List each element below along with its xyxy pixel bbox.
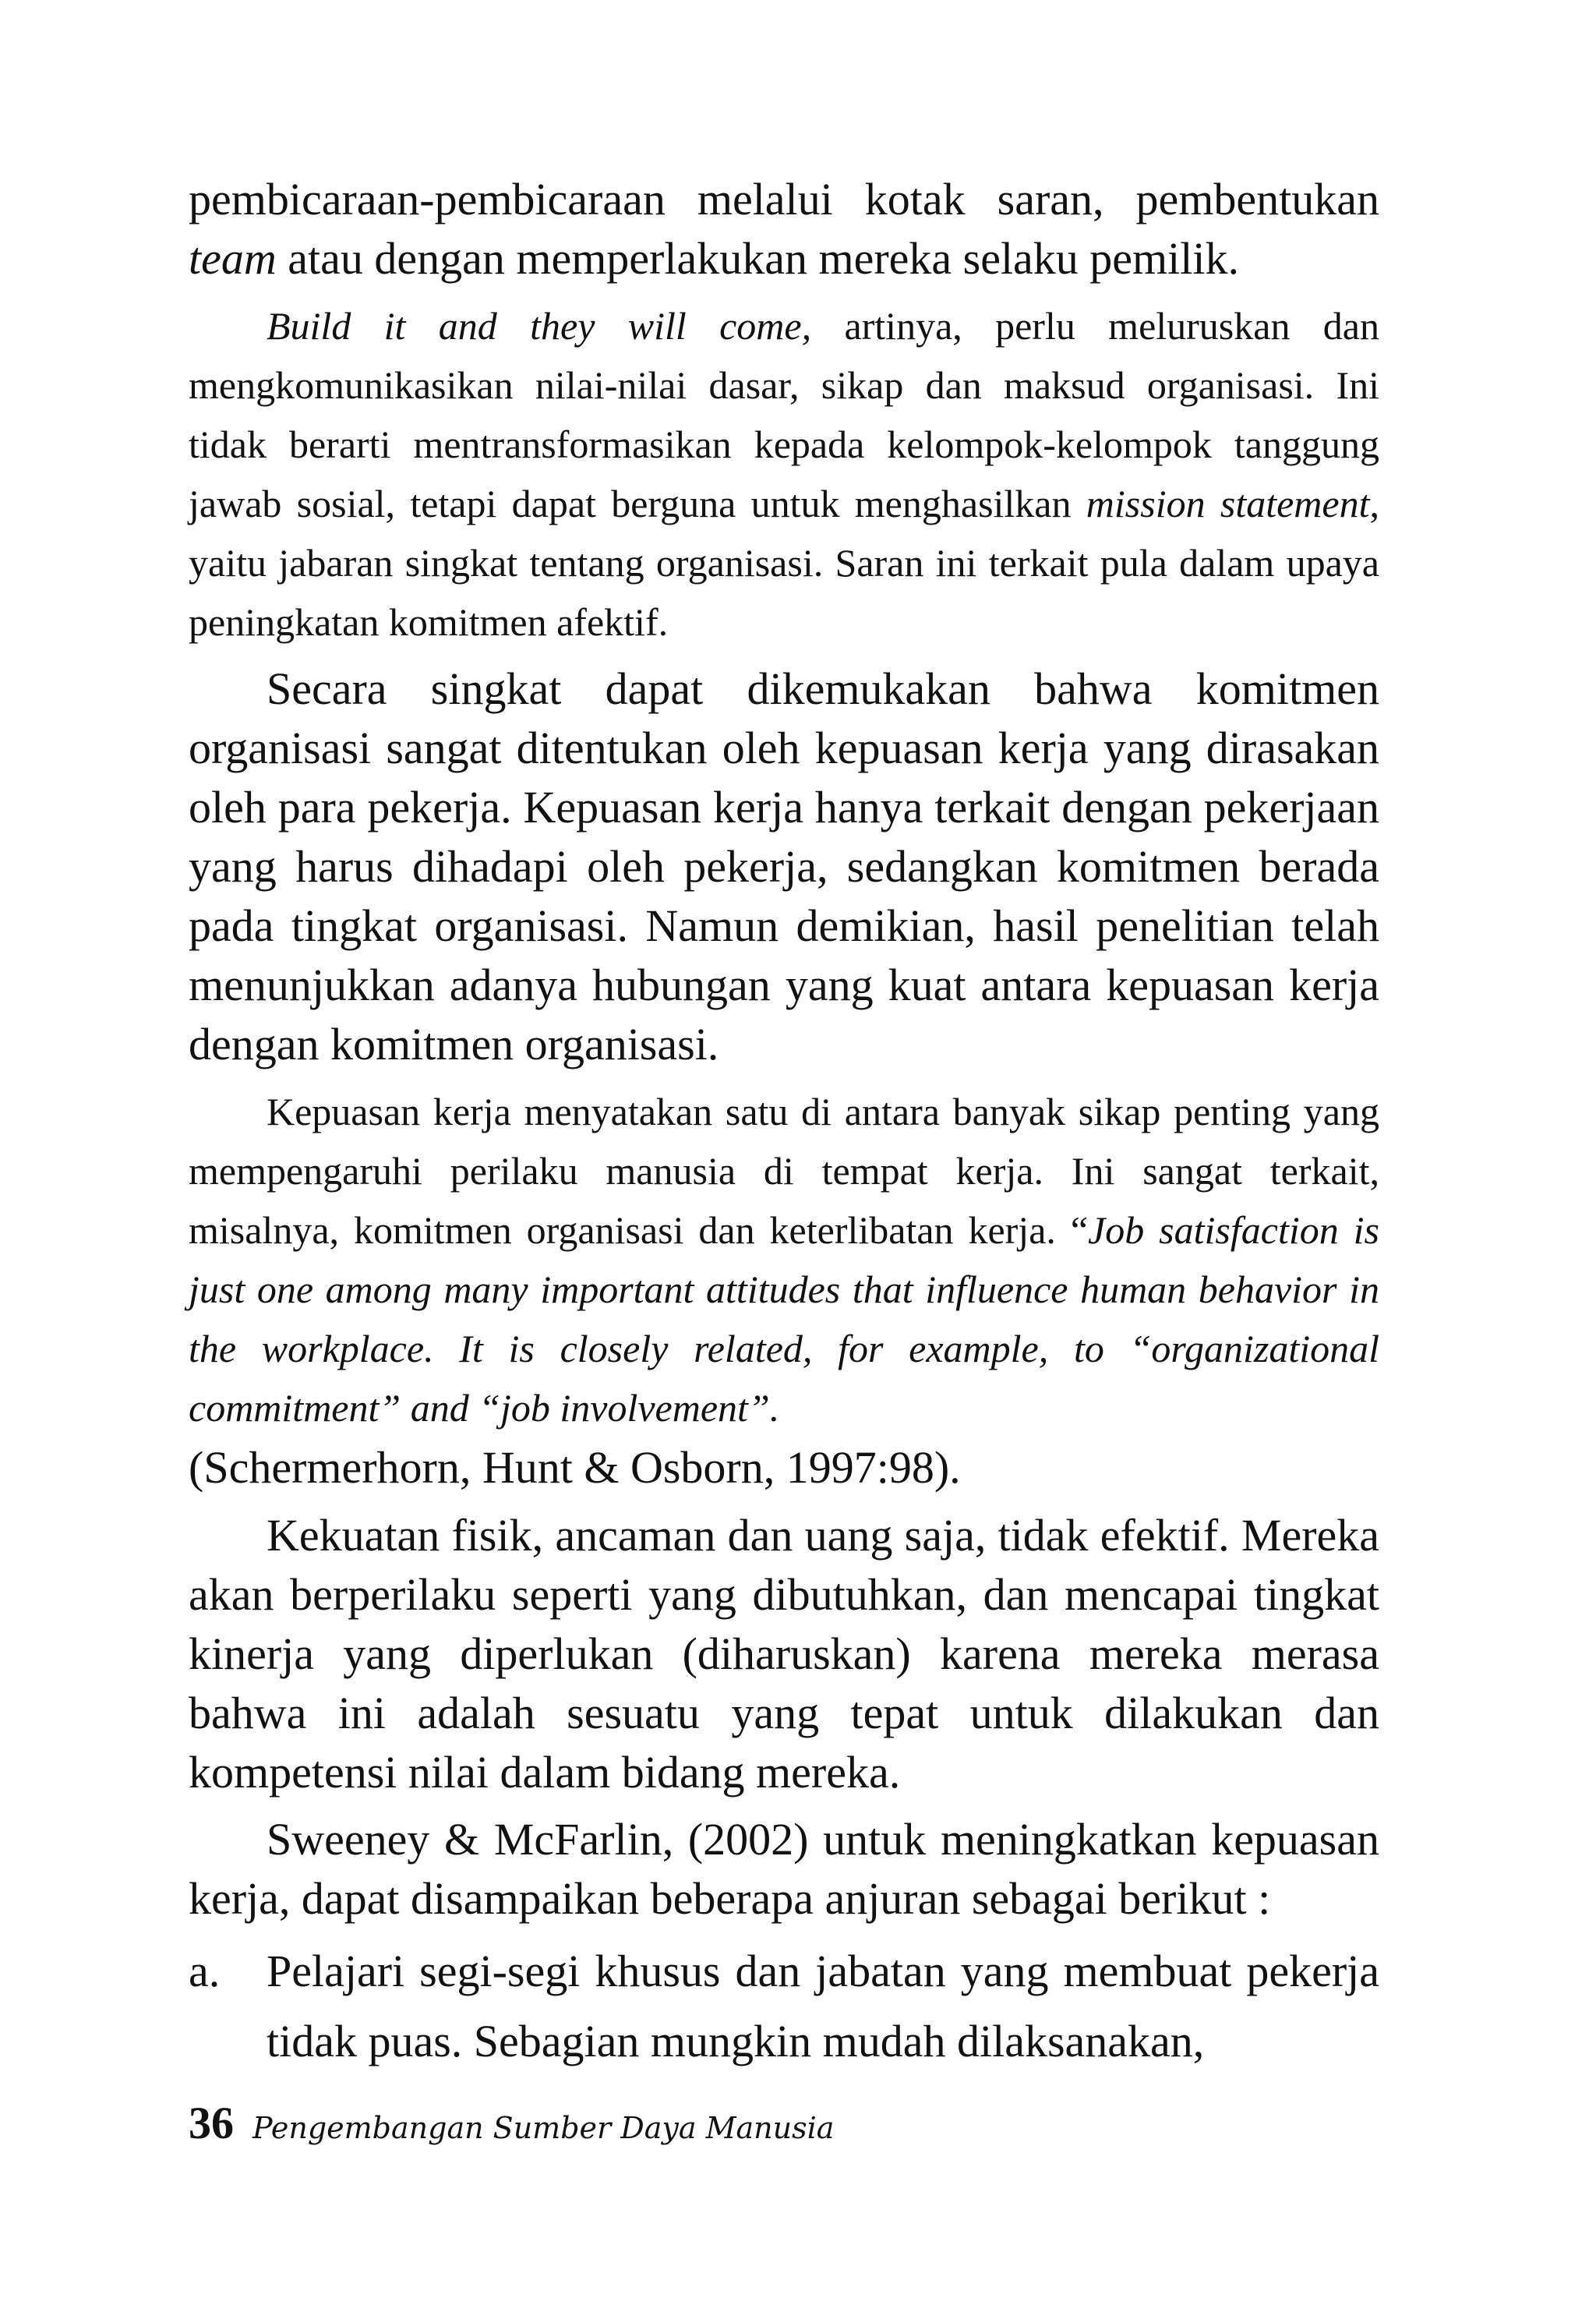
list-marker: a. xyxy=(189,1946,221,1996)
paragraph-komitmen: Secara singkat dapat dikemukakan bahwa komitmen organisasi sangat ditentukan oleh kepuasan kerja yang dirasakan oleh para pekerja. Kepuasan kerja hanya terkait dengan pekerjaan yang harus dihadapi oleh pekerja, sedangkan komitmen berada pada tingkat organisasi. Namun demikian, hasil penelitian telah menunjukkan adanya hubungan yang kuat antara kepuasan kerja dengan komitmen organisasi. xyxy=(189,663,1379,1069)
paragraph-kepuasan-kerja xyxy=(189,1082,1379,1437)
citation: (Schermerhorn, Hunt & Osborn, 1997:98). xyxy=(189,1442,961,1493)
paragraph-text: atau dengan memperlakukan mereka selaku pemilik. xyxy=(276,233,1239,284)
paragraph-continuation xyxy=(189,170,1379,288)
paragraph-kekuatan-fisik: Kekuatan fisik, ancaman dan uang saja, tidak efektif. Mereka akan berperilaku seperti yang dibutuhkan, dan mencapai tingkat kinerja yang diperlukan (diharuskan) karena mereka merasa bahwa ini adalah sesuatu yang tepat untuk dilakukan dan kompetensi nilai dalam bidang mereka. xyxy=(189,1510,1379,1798)
list-item xyxy=(189,1936,1379,2077)
quote-text: Job satisfaction is just one among many important attitudes that influence human behavior in the workplace. It is closely related, for example, to “organizational commitment” and “job involvement”. xyxy=(189,1208,1380,1430)
running-title: Pengembangan Sumber Daya Manusia xyxy=(252,2111,835,2145)
italic-phrase: Build it and they will come, xyxy=(267,304,812,348)
page-number: 36 xyxy=(189,2098,234,2148)
paragraph-build-it xyxy=(189,296,1379,652)
italic-term: mission statement xyxy=(1086,482,1370,525)
page-footer xyxy=(189,2097,834,2149)
paragraph-text: , yaitu jabaran singkat tentang organisasi. Saran ini terkait pula dalam upaya peningkatan komitmen afektif. xyxy=(189,482,1379,644)
paragraph-text: Kepuasan kerja menyatakan satu di antara banyak sikap penting yang mempengaruhi perilaku manusia di tempat kerja. Ini sangat terkait, misalnya, komitmen organisasi dan keterlibatan kerja. “ xyxy=(189,1090,1379,1252)
paragraph-text: artinya, perlu meluruskan dan mengkomunikasikan nilai-nilai dasar, sikap dan maksud organisasi. Ini tidak berarti mentransformasikan kepada kelompok-kelompok tanggung jawab sosial, tetapi dapat berguna untuk menghasilkan xyxy=(189,304,1379,525)
list-item-text: Pelajari segi-segi khusus dan jabatan yang membuat pekerja tidak puas. Sebagian mungkin mudah dilaksanakan, xyxy=(267,1946,1379,2066)
italic-term: team xyxy=(189,233,277,284)
paragraph-sweeney: Sweeney & McFarlin, (2002) untuk meningkatkan kepuasan kerja, dapat disampaikan beberapa anjuran sebagai berikut : xyxy=(189,1814,1379,1924)
paragraph-text: pembicaraan-pembicaraan melalui kotak saran, pembentukan xyxy=(189,174,1379,224)
page-body xyxy=(189,170,1379,2077)
